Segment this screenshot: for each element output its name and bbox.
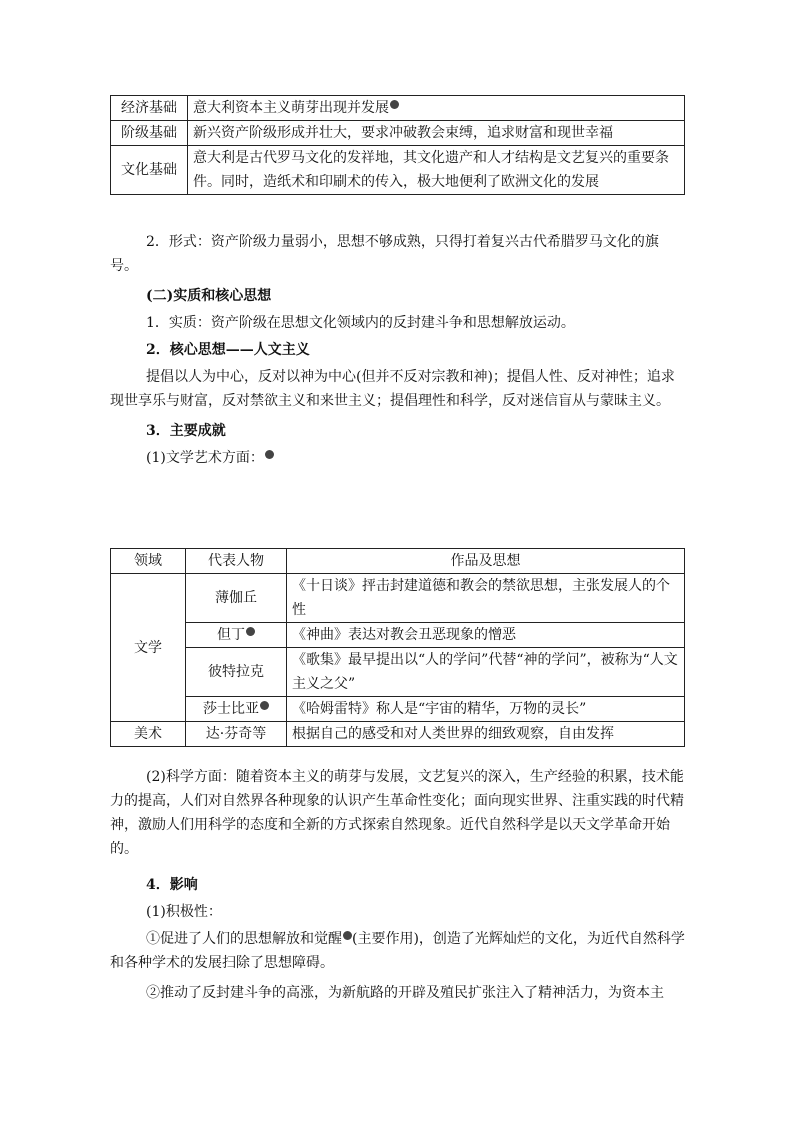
cell-person: 彼特拉克 [186,648,287,697]
header-person: 代表人物 [186,549,287,574]
table-row [111,96,685,121]
annotation-marker-icon [260,701,269,710]
annotation-marker-icon [265,450,274,459]
paragraph-core: 提倡以人为中心，反对以神为中心(但并不反对宗教和神)；提倡人性、反对神性；追求现世享乐与财富，反对禁欲主义和来世主义；提倡理性和科学，反对迷信盲从与蒙昧主义。 [110,369,675,409]
cell-work: 《神曲》表达对教会丑恶现象的憎恶 [287,623,685,648]
header-work: 作品及思想 [287,549,685,574]
annotation-marker-icon [390,100,399,109]
cell-person [186,623,287,648]
heading-literature-art [146,446,721,470]
table-row [111,722,685,747]
table-cell-text [188,96,685,121]
person-name: 但丁 [217,627,245,643]
heading-essence: (二)实质和核心思想 [146,288,272,304]
cell-text: 意大利资本主义萌芽出现并发展 [193,100,389,116]
cell-work: 根据自己的感受和对人类世界的细致观察，自由发挥 [287,722,685,747]
person-name: 莎士比亚 [203,701,259,717]
cell-work: 《十日谈》抨击封建道德和教会的禁欲思想，主张发展人的个性 [287,574,685,623]
heading-text: (1)文学艺术方面： [146,450,264,466]
table-row [111,574,685,623]
paragraph-form: 2．形式：资产阶级力量弱小，思想不够成熟，只得打着复兴古代希腊罗马文化的旗号。 [110,234,659,274]
text-part: ①促进了人们的思想解放和觉醒 [146,931,342,947]
table-row [111,648,685,697]
background-table [110,95,685,195]
text-part: (主要作用)，创造了光辉灿烂的文化，为近代自然科学和各种学术的发展扫除了思想障碍。 [110,931,685,971]
heading-impact: 4．影响 [146,877,198,893]
annotation-marker-icon [246,627,255,636]
cell-work: 《哈姆雷特》称人是“宇宙的精华，万物的灵长” [287,697,685,722]
cell-work: 《歌集》最早提出以“人的学问”代替“神的学问”，被称为“人文主义之父” [287,648,685,697]
cell-field-literature: 文学 [111,574,186,722]
table-cell-label: 阶级基础 [111,121,188,146]
heading-positive: (1)积极性： [146,904,222,920]
table-cell-label: 经济基础 [111,96,188,121]
heading-core: 2．核心思想——人文主义 [146,342,310,358]
table-row [111,697,685,722]
cell-field-art: 美术 [111,722,186,747]
cell-person: 薄伽丘 [186,574,287,623]
table-row [111,121,685,146]
table-cell-label: 文化基础 [111,146,188,195]
paragraph-science: (2)科学方面：随着资本主义的萌芽与发展，文艺复兴的深入，生产经验的积累，技术能力的提高，人们对自然界各种现象的认识产生革命性变化；面向现实世界、注重实践的时代精神，激励人们用科学的态度和全新的方式探索自然现象。近代自然科学是以天文学革命开始的。 [110,769,684,857]
paragraph-essence: 1．实质：资产阶级在思想文化领域内的反封建斗争和思想解放运动。 [146,315,575,331]
heading-achievements: 3．主要成就 [146,423,226,439]
table-row [111,623,685,648]
cell-person [186,697,287,722]
table-header-row [111,549,685,574]
table-row [111,146,685,195]
paragraph-positive-1 [110,927,685,975]
achievements-table [110,548,685,747]
table-cell-text: 新兴资产阶级形成并壮大，要求冲破教会束缚，追求财富和现世幸福 [188,121,685,146]
annotation-marker-icon [343,931,352,940]
header-field: 领域 [111,549,186,574]
paragraph-positive-2: ②推动了反封建斗争的高涨，为新航路的开辟及殖民扩张注入了精神活力，为资本主 [146,985,664,1001]
table-cell-text: 意大利是古代罗马文化的发祥地，其文化遗产和人才结构是文艺复兴的重要条件。同时，造纸术和印刷术的传入，极大地便利了欧洲文化的发展 [188,146,685,195]
cell-person: 达·芬奇等 [186,722,287,747]
